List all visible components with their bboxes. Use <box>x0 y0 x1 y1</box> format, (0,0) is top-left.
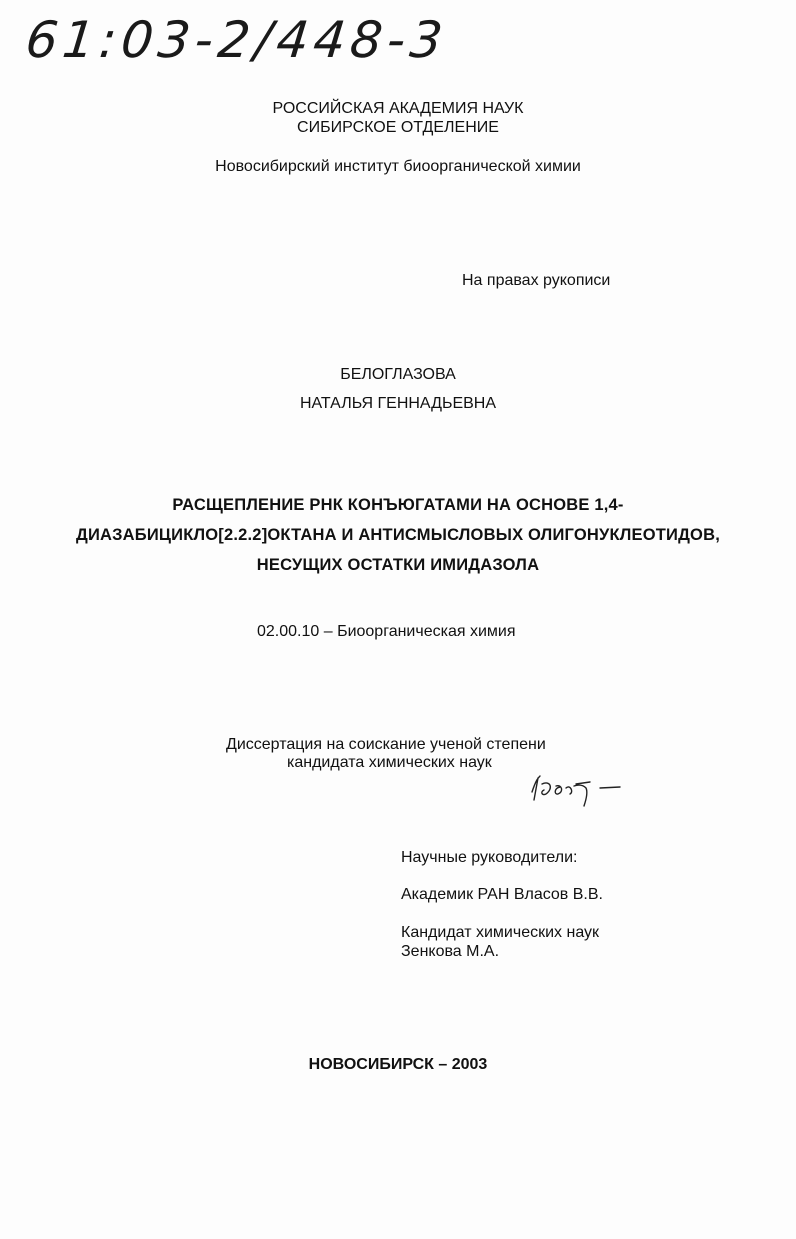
supervisor-1: Академик РАН Власов В.В. <box>401 886 603 903</box>
degree-line-2: кандидата химических наук <box>287 754 492 771</box>
handwritten-signature-icon <box>528 770 628 810</box>
org-line-1: РОССИЙСКАЯ АКАДЕМИЯ НАУК <box>272 100 524 117</box>
author-surname: БЕЛОГЛАЗОВА <box>340 366 456 383</box>
city-year: НОВОСИБИРСК – 2003 <box>308 1056 488 1073</box>
org-line-2: СИБИРСКОЕ ОТДЕЛЕНИЕ <box>297 119 499 136</box>
supervisor-2-degree: Кандидат химических наук <box>401 924 600 941</box>
degree-line-1: Диссертация на соискание ученой степени <box>226 736 546 753</box>
thesis-title-line-1: РАСЩЕПЛЕНИЕ РНК КОНЪЮГАТАМИ НА ОСНОВЕ 1,4- <box>172 496 624 514</box>
specialty-code: 02.00.10 – Биоорганическая химия <box>257 623 516 640</box>
manuscript-rights: На правах рукописи <box>462 272 611 289</box>
institute-name: Новосибирский институт биоорганической химии <box>215 158 581 175</box>
thesis-title-line-3: НЕСУЩИХ ОСТАТКИ ИМИДАЗОЛА <box>256 556 540 574</box>
thesis-title-line-2: ДИАЗАБИЦИКЛО[2.2.2]ОКТАНА И АНТИСМЫСЛОВЫХ ОЛИГОНУКЛЕОТИДОВ, <box>76 526 720 544</box>
archive-number: 61:03-2/448-3 <box>22 11 451 69</box>
author-given-names: НАТАЛЬЯ ГЕННАДЬЕВНА <box>299 395 497 412</box>
supervisor-2-name: Зенкова М.А. <box>401 943 500 960</box>
supervisors-label: Научные руководители: <box>401 849 578 866</box>
